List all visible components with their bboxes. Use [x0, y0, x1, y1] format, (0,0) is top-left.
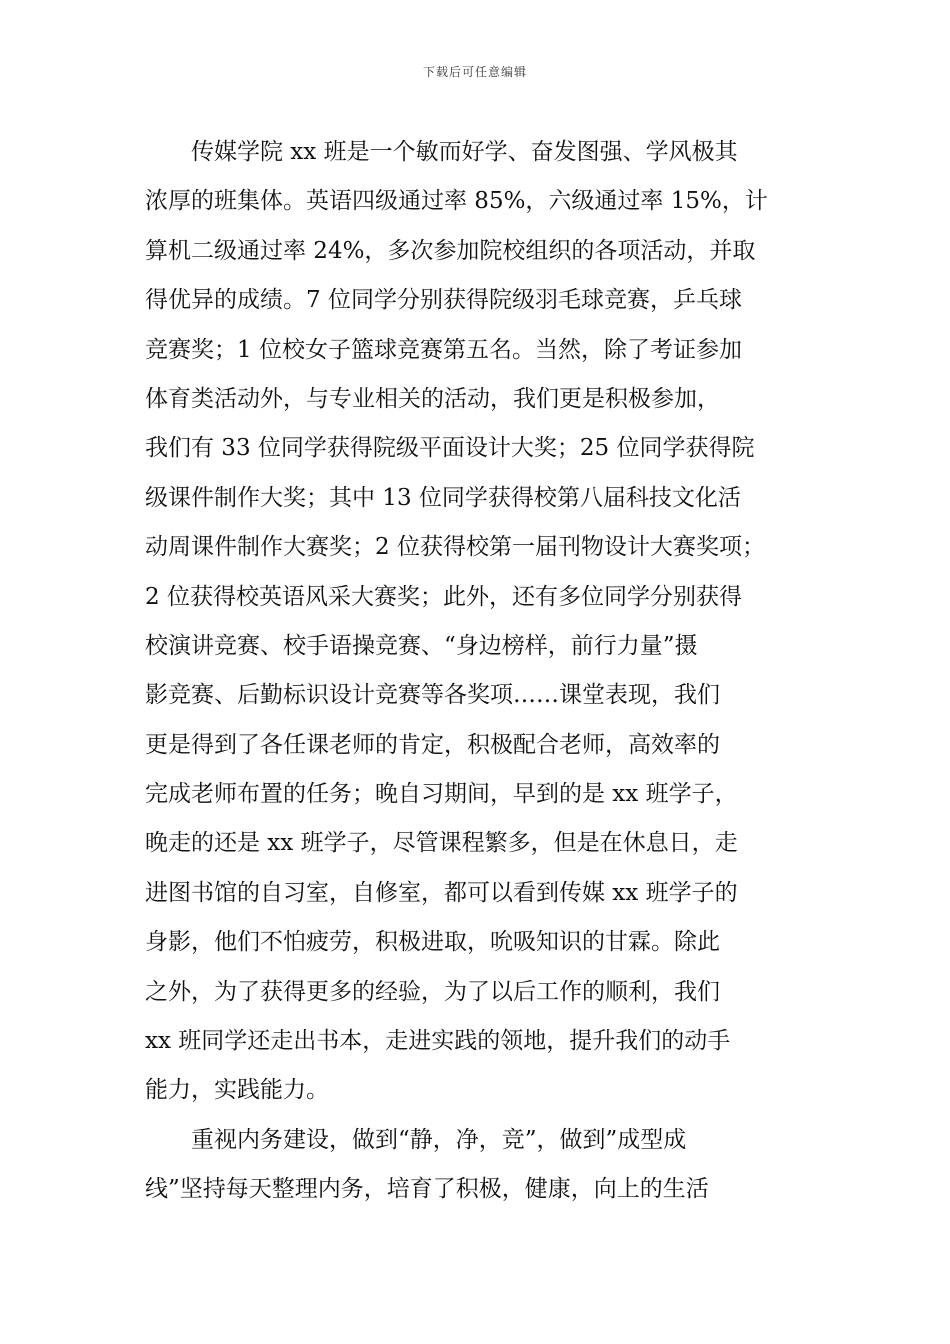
text-line: 算机二级通过率 24%，多次参加院校组织的各项活动，并取: [145, 237, 756, 264]
text-line: 2 位获得校英语风采大赛奖；此外，还有多位同学分别获得: [145, 583, 742, 610]
text-line: xx 班同学还走出书本，走进实践的领地，提升我们的动手: [145, 1028, 731, 1055]
text-line: 之外，为了获得更多的经验，为了以后工作的顺利，我们: [145, 978, 720, 1005]
text-line: 我们有 33 位同学获得院级平面设计大奖；25 位同学获得院: [145, 435, 755, 462]
text-line: 能力，实践能力。: [145, 1077, 329, 1104]
text-line: 身影，他们不怕疲劳，积极进取，吮吸知识的甘霖。除此: [145, 929, 720, 956]
paragraph: [145, 1116, 811, 1215]
text-line: 线”坚持每天整理内务，培育了积极，健康，向上的生活: [145, 1176, 709, 1203]
text-line: 得优异的成绩。7 位同学分别获得院级羽毛球竞赛，乒乓球: [145, 287, 742, 314]
text-line: 竞赛奖；1 位校女子篮球竞赛第五名。当然，除了考证参加: [145, 336, 742, 363]
text-line: 进图书馆的自习室，自修室，都可以看到传媒 xx 班学子的: [145, 879, 738, 906]
page-header: 下载后可任意编辑: [422, 65, 527, 79]
text-line: 更是得到了各任课老师的肯定，积极配合老师，高效率的: [145, 731, 720, 758]
text-line: 校演讲竞赛、校手语操竞赛、“身边榜样，前行力量”摄: [145, 632, 698, 659]
text-line: 浓厚的班集体。英语四级通过率 85%，六级通过率 15%，计: [145, 188, 768, 215]
text-line: 动周课件制作大赛奖；2 位获得校第一届刊物设计大赛奖项；: [145, 534, 765, 561]
text-line: 完成老师布置的任务；晚自习期间，早到的是 xx 班学子，: [145, 781, 738, 808]
text-line: 传媒学院 xx 班是一个敏而好学、奋发图强、学风极其: [191, 139, 738, 165]
body-text: [145, 128, 811, 1215]
text-line: 体育类活动外，与专业相关的活动，我们更是积极参加，: [145, 385, 720, 412]
text-line: 晚走的还是 xx 班学子，尽管课程繁多，但是在休息日，走: [145, 830, 738, 857]
text-line: 级课件制作大奖；其中 13 位同学获得校第八届科技文化活: [145, 484, 741, 511]
text-line: 影竞赛、后勤标识设计竞赛等各奖项……课堂表现，我们: [145, 682, 720, 709]
paragraph: [145, 128, 811, 1116]
text-line: 重视内务建设，做到“静，净，竞”，做到”成型成: [191, 1126, 687, 1153]
